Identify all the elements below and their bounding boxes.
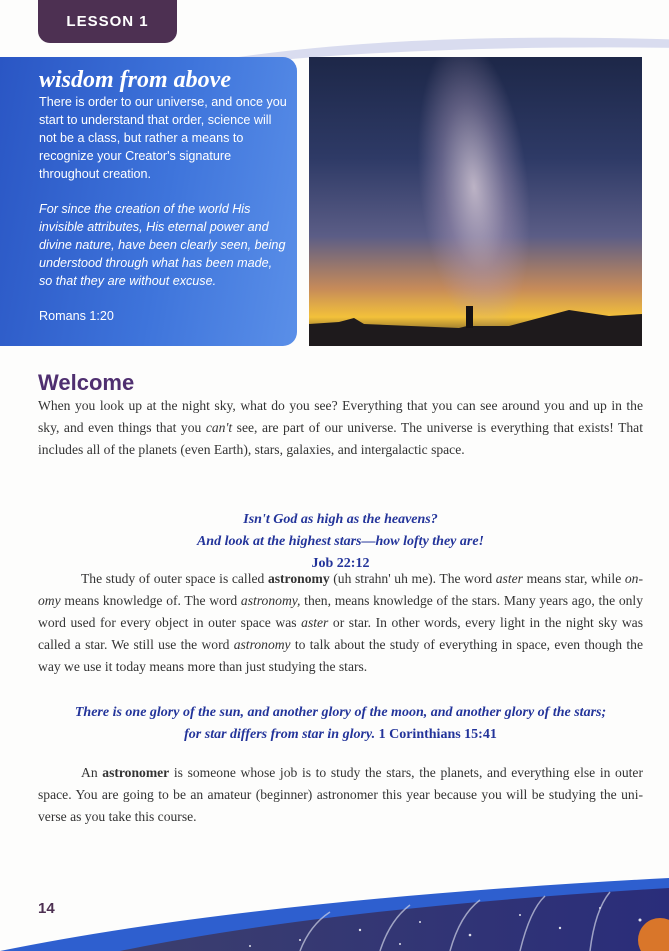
welcome-heading: Welcome bbox=[38, 370, 135, 395]
wisdom-reference: Romans 1:20 bbox=[39, 309, 114, 323]
wisdom-title: wisdom from above bbox=[39, 67, 231, 93]
welcome-paragraph: When you look up at the night sky, what do you see? Everything that you can see around you and up in the sky, and even things that you can't see, are part of our universe. The universe is everything that exists! That includes all of the planets (even Earth), stars, galaxies, and intergalactic space. bbox=[38, 398, 643, 457]
corinthians-quote: There is one glory of the sun, and another glory of the moon, and another glory of the stars; for star differs from star in glory. 1 Corinthians 15:41 bbox=[74, 705, 607, 742]
astronomer-paragraph: An astronomer is someone whose job is to study the stars, the planets, and everything else in outer space. You are going to be an amateur (beginner) astronomer this year because you will be studying the uni-verse as you take this course. bbox=[38, 765, 643, 824]
job-quote: Isn't God as high as the heavens? And look at the highest stars—how lofty they are! Job 22:12 bbox=[196, 512, 485, 571]
footer-space-banner bbox=[0, 860, 669, 951]
lesson-tab: LESSON 1 bbox=[38, 0, 177, 43]
wisdom-intro: There is order to our universe, and once you start to understand that order, science will not be a class, but rather a means to recognize your Creator's signature throughout creation. bbox=[39, 95, 287, 181]
page-number: 14 bbox=[38, 900, 55, 917]
wisdom-from-above-box bbox=[0, 57, 297, 346]
milky-way-photo bbox=[309, 57, 642, 346]
wisdom-verse: For since the creation of the world His invisible attributes, His eternal power and divine nature, have been clearly seen, being understood through what has been made, so that they are without excuse. bbox=[39, 202, 286, 288]
astronomy-paragraph: The study of outer space is called astronomy (uh strahn' uh me). The word aster means star, while on-omy means knowledge of. The word astronomy, then, means knowledge of the stars. Many years ago, the only word used for every object in outer space was aster or star. In other words, every light in the night sky was called a star. We still use the word astronomy to talk about the study of everything in space, even though the way we use it today means more than just studying the stars. bbox=[38, 571, 643, 674]
